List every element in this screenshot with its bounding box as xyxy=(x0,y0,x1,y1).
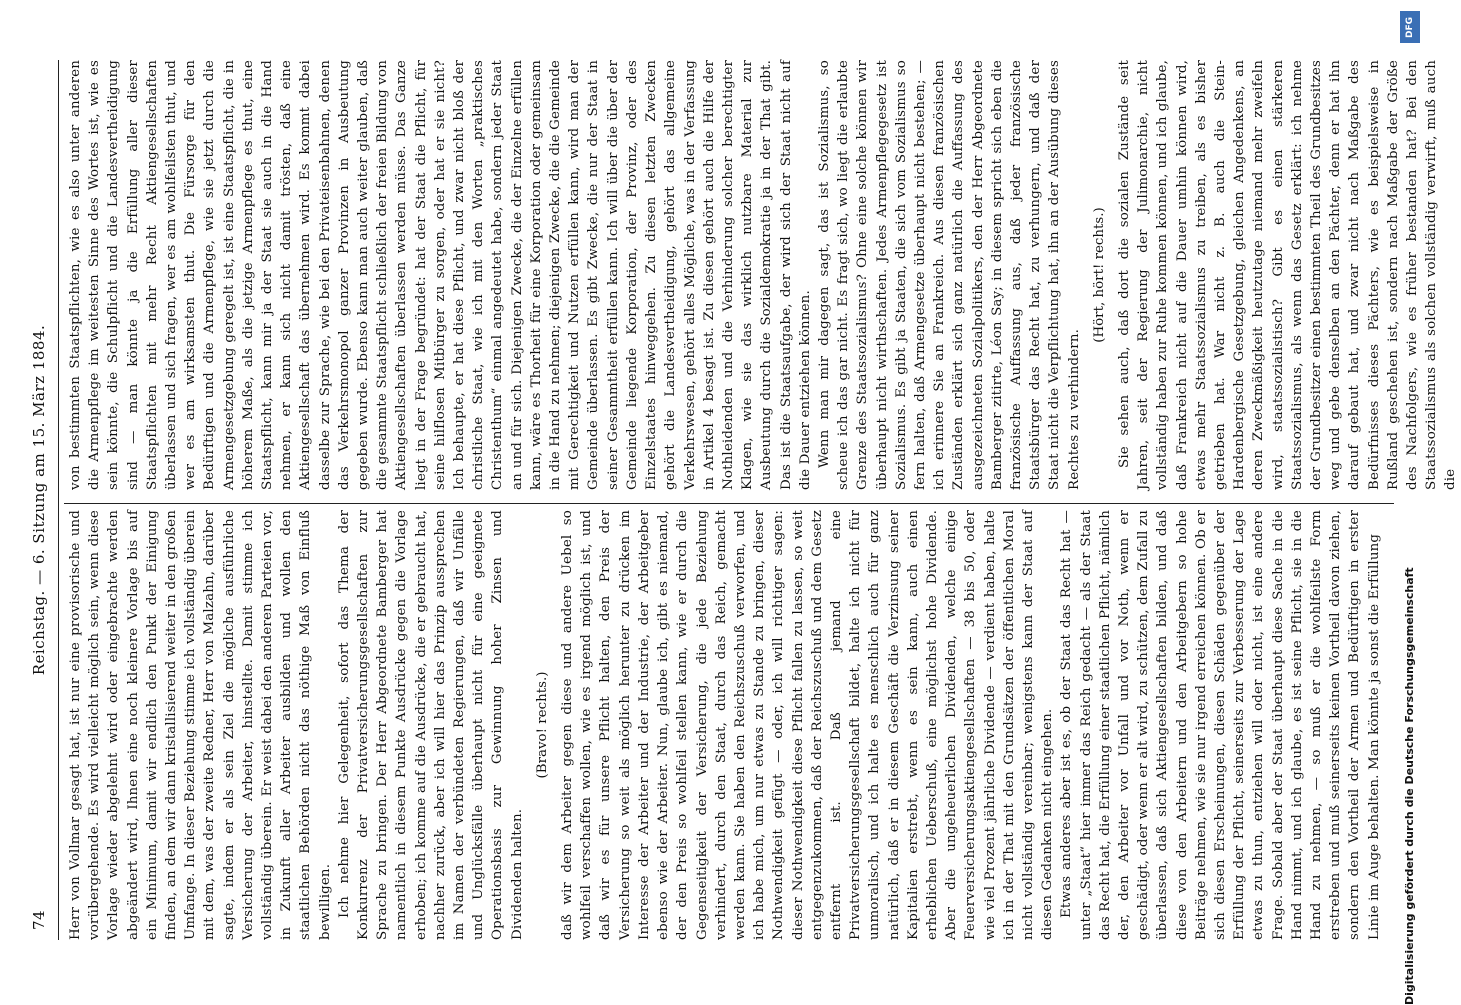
right-paragraph-3: Sie sehen auch, daß dort die sozialen Zustände seit Jahren, seit der Regierung der Julimonarchie, nicht vollständig haben zur Ruhe kommen können, und ich glaube, daß Frankreich nicht auf die Dauer umhin können wird, etwas mehr Staatssozialismus zu treiben, als es bisher getrieben hat. War nicht z. B. auch die Stein-Hardenbergische Gesetzgebung, gleichen Angedenkens, an deren Zweckmäßigkeit heutzutage niemand mehr zweifeln wird, staatssozialistisch? Gibt es einen stärkeren Staatssozialismus, als wenn das Gesetz erklärt: ich nehme der Grundbesitzer einen bestimmten Theil des Grundbesitzes weg und gebe denselben an den Pächter, denn er hat ihn darauf gebaut hat, und zwar nicht nach Maßgabe des Bedürfnisses dieses Pächters, wie es beispielsweise in Rußland geschehen ist, sondern nach Maßgabe der Größe des Nachfolgers, wie es früher bestanden hat? Bei den Staatssozialismus als solchen vollständig verwirft, muß auch die xyxy=(1116,60,1459,490)
column-rule xyxy=(64,503,1394,504)
right-stage-direction: (Hört, hört! rechts.) xyxy=(1091,207,1107,343)
right-paragraph-1: von bestimmten Staatspflichten, wie es also unter anderen die Armenpflege im weitesten Sinne des Wortes ist, wie es sein könnte, die Schulpflicht und die Landesvertheidigung sind — man könnte ja die Erfüllung aller dieser Staatspflichten mit mehr Recht Aktiengesellschaften überlassen und sich fragen, wer es am wohlfeilsten thut, und wer es am wirksamsten thut. Die Fürsorge für den Bedürftigen und die Armenpflege, wie sie jetzt durch die Armengesetzgebung geregelt ist, ist eine Staatspflicht, die in höherem Maße, als die jetzige Armenpflege es thut, eine Staatspflicht, kann mir ja der Staat sie auch in die Hand nehmen, er kann sich nicht damit trösten, daß eine Aktiengesellschaft das übernehmen wird. Es kommt dabei dasselbe zur Sprache, wie bei den Privateisenbahnen, denen das Verkehrsmonopol ganzer Provinzen in Ausbeutung gegeben wurde. Ebenso kann man auch weiter glauben, daß die gesammte Staatspflicht schließlich der freien Bildung von Aktiengesellschaften überlassen werden müsse. Das Ganze liegt in der Frage begründet: hat der Staat die Pflicht, für seine hilflosen Mitbürger zu sorgen, oder hat er sie nicht? Ich behaupte, er hat diese Pflicht, und zwar nicht bloß der christliche Staat, wie ich mit den Worten „praktisches Christenthum“ einmal angedeutet habe, sondern jeder Staat an und für sich. Diejenigen Zwecke, die der Einzelne erfüllen kann, wäre es Thorheit für eine Korporation oder gemeinsam in die Hand zu nehmen; diejenigen Zwecke, die die Gemeinde mit Gerechtigkeit und Nutzen erfüllen kann, wird man der Gemeinde überlassen. Es gibt Zwecke, die nur der Staat in seiner Gesammtheit erfüllen kann. Ich will über die über der Gemeinde liegende Korporation, der Provinz, oder des Einzelstaates hinweggehen. Zu diesen letzten Zwecken gehört die Landesvertheidigung, gehört das allgemeine Verkehrswesen, gehört alles Mögliche, was in der Verfassung in Artikel 4 besagt ist. Zu diesen gehört auch die Hilfe der Nothleidenden und die Verhinderung solcher berechtigter Klagen, wie sie das wirklich nutzbare Material zur Ausbeutung durch die Sozialdemokratie ja in der That gibt. Das ist die Staatsaufgabe, der wird sich der Staat nicht auf die Dauer entziehen können. xyxy=(68,60,813,490)
digitization-text: Digitalisierung gefördert durch die Deutsche Forschungsgemeinschaft xyxy=(1403,567,1416,1005)
left-paragraph-3: daß wir dem Arbeiter gegen diese und andere Uebel so wohlfeil verschaffen wollen, wie es irgend möglich ist, und daß wir es für unsere Pflicht halten, den Preis der Versicherung so weit als möglich herunter zu drücken im Interesse der Arbeiter und der Industrie, der Arbeitgeber ebenso wie der Arbeiter. Nun, glaube ich, gibt es niemand, der den Preis so wohlfeil stellen kann, wie er durch die Gegenseitigkeit der Versicherung, die jede Beziehung verhindert, durch den Staat, durch das Reich, gemacht werden kann. Sie haben den Reichszuschuß verworfen, und ich habe mich, um nur etwas zu Stande zu bringen, dieser Nothwendigkeit gefügt — oder, ich will richtiger sagen: dieser Nothwendigkeit diese Pflicht fallen zu lassen, so weit entgegenzukommen, daß der Reichszuschuß und dem Gesetz entfernt ist. Daß jemand eine Privatversicherungsgesellschaft bildet, halte ich nicht für unmoralisch, und ich halte es menschlich auch für ganz natürlich, daß er in diesem Geschäft die Verzinsung seiner Kapitalien erstrebt, wenn es sein kann, auch einen erheblichen Ueberschuß, eine möglichst hohe Dividende. Aber die ungeheuerlichen Dividenden, welche einige Feuerversicherungsaktiengesellschaften — 38 bis 50, oder wie viel Prozent jährliche Dividende — verdient haben, halte ich in der That mit den Grundsätzen der öffentlichen Moral nicht vollständig vereinbar; wenigstens kann der Staat auf diesen Gedanken nicht eingehen. xyxy=(560,510,1056,940)
digitization-note xyxy=(1395,5,1425,1005)
left-paragraph-2: Ich nehme hier Gelegenheit, sofort das Thema der Konkurrenz der Privatversicherungsgesellschaften zur Sprache zu bringen. Der Herr Abgeordnete Bamberger hat namentlich in diesem Punkte Ausdrücke gegen die Vorlage erhoben; ich komme auf die Ausdrücke, die er gebraucht hat, nachher zurück, aber ich will hier das Prinzip aussprechen im Namen der verbündeten Regierungen, daß wir Unfälle und Unglücksfälle überhaupt nicht für eine geeignete Operationsbasis zur Gewinnung hoher Zinsen und Dividenden halten. xyxy=(336,510,525,940)
left-paragraph-4: Etwas anderes aber ist es, ob der Staat das Recht hat — unter „Staat“ hier immer das Reich gedacht — als der Staat das Recht hat, die Erfüllung einer staatlichen Pflicht, nämlich der, den Arbeiter vor Unfall und vor Noth, wenn er geschädigt, oder wenn er alt wird, zu schützen, dem Zufall zu überlassen, daß sich Aktiengesellschaften bilden, und daß diese von den Arbeitern und den Arbeitgebern so hohe Beiträge nehmen, wie sie nur irgend erreichen können. Ob er sich diesen Erscheinungen, diesen Schäden gegenüber der Erfüllung der Pflicht, seinerseits zur Verbesserung der Lage etwas zu thun, entziehen will oder nicht, ist eine andere Frage. Sobald aber der Staat überhaupt diese Sache in die Hand nimmt, und ich glaube, es ist seine Pflicht, sie in die Hand zu nehmen, — so muß er die wohlfeilste Form erstreben und muß seinerseits keinen Vortheil davon ziehen, sondern den Vortheil der Armen und Bedürftigen in erster Linie im Auge behalten. Man könnte ja sonst die Erfüllung xyxy=(1059,510,1382,940)
right-column xyxy=(66,60,1459,490)
right-paragraph-2: Wenn man mir dagegen sagt, das ist Sozialismus, so scheue ich das gar nicht. Es fragt sich, wo liegt die erlaubte Grenze des Staatssozialismus? Ohne eine solche können wir überhaupt nicht wirthschaften. Jedes Armenpflegegesetz ist Sozialismus. Es gibt ja Staaten, die sich vom Sozialismus so fern halten, daß Armengesetze überhaupt nicht bestehen; — ich erinnere Sie an Frankreich. Aus diesen französischen Zuständen erklärt sich ganz natürlich die Auffassung des ausgezeichneten Sozialpolitikers, den der Herr Abgeordnete Bamberger zitirte, Léon Say; in diesem spricht sich eben die französische Auffassung aus, daß jeder französische Staatsbürger das Recht hat, zu verhungern, und daß der Staat nicht die Verpflichtung hat, ihn an der Ausübung dieses Rechtes zu verhindern. xyxy=(816,60,1082,490)
left-column xyxy=(66,510,1386,940)
left-paragraph-1: Herr von Vollmar gesagt hat, ist nur eine provisorische und vorübergehende. Es wird vielleicht möglich sein, wenn diese Vorlage wieder abgelehnt wird oder eingebrachte werden abgeändert wird, Ihnen eine noch kleinere Vorlage bis auf ein Minimum, damit wir endlich den Punkt der Einigung finden, an dem wir dann kristallisierend weiter in den großen Umfange. In dieser Beziehung stimme ich vollständig überein mit dem, was der zweite Redner, Herr von Malzahn, darüber sagte, indem er als sein Ziel die mögliche ausführliche Versicherung der Arbeiter, hinstellte. Damit stimme ich vollständig überein. Er weist dabei den anderen Parteien vor, in Zukunft aller Arbeiter ausbilden und wollen den staatlichen Behörden nicht das nöthige Maß von Einfluß bewilligen. xyxy=(68,510,333,940)
page-number: 74 xyxy=(30,909,48,930)
header-rule xyxy=(58,60,59,940)
left-stage-direction: (Bravo! rechts.) xyxy=(534,671,550,779)
page-header xyxy=(30,70,54,930)
running-title: Reichstag. — 6. Sitzung am 15. März 1884. xyxy=(30,324,48,676)
dfg-logo-badge: DFG xyxy=(1400,11,1420,43)
